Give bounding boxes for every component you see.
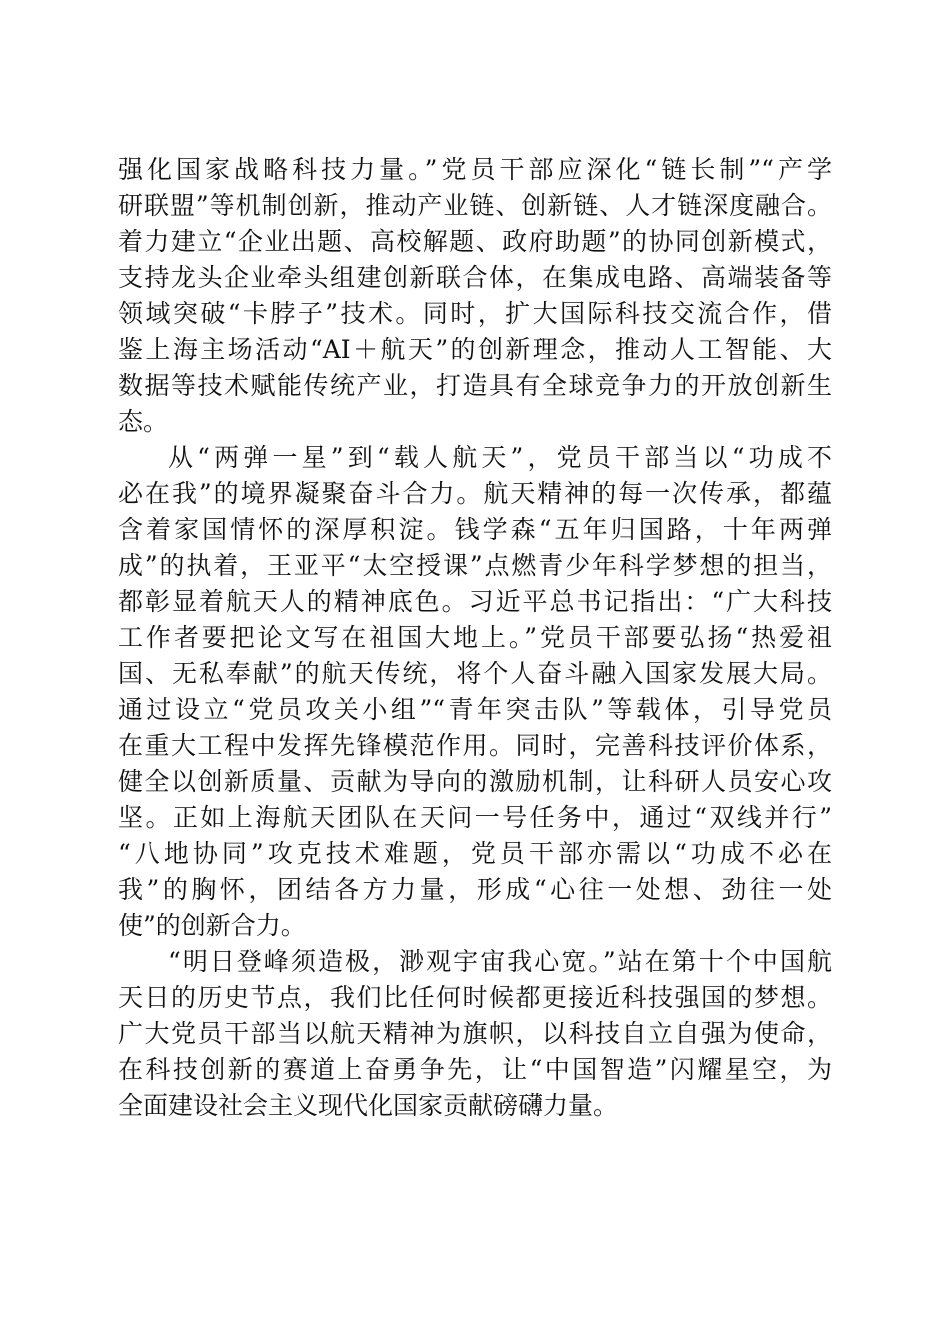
text-line: 广大党员干部当以航天精神为旗帜，以科技自立自强为使命，	[118, 1019, 832, 1048]
text-line: 都彰显着航天人的精神底色。习近平总书记指出：“广大科技	[118, 587, 832, 616]
paragraph-first-line: “明日登峰须造极，渺观宇宙我心宽。”站在第十个中国航	[168, 947, 832, 976]
text-line: 数据等技术赋能传统产业，打造具有全球竞争力的开放创新生	[118, 371, 832, 400]
text-line: 研联盟”等机制创新，推动产业链、创新链、人才链深度融合。	[118, 191, 832, 220]
text-line: 使”的创新合力。	[118, 911, 306, 940]
text-line: 强化国家战略科技力量。”党员干部应深化“链长制”“产学	[118, 155, 832, 184]
text-line: 全面建设社会主义现代化国家贡献磅礴力量。	[118, 1091, 619, 1120]
text-line: 我”的胸怀，团结各方力量，形成“心往一处想、劲往一处	[118, 875, 832, 904]
text-line: 态。	[118, 407, 169, 436]
text-line: 健全以创新质量、贡献为导向的激励机制，让科研人员安心攻	[118, 767, 832, 796]
text-line: 在科技创新的赛道上奋勇争先，让“中国智造”闪耀星空，为	[118, 1055, 832, 1084]
text-line: 在重大工程中发挥先锋模范作用。同时，完善科技评价体系，	[118, 731, 832, 760]
paragraph-first-line: 从“两弹一星”到“载人航天”，党员干部当以“功成不	[168, 443, 832, 472]
text-line: 支持龙头企业牵头组建创新联合体，在集成电路、高端装备等	[118, 263, 832, 292]
text-line: 工作者要把论文写在祖国大地上。”党员干部要弘扬“热爱祖	[118, 623, 832, 652]
text-line: 坚。正如上海航天团队在天问一号任务中，通过“双线并行”	[118, 803, 832, 832]
text-line: 国、无私奉献”的航天传统，将个人奋斗融入国家发展大局。	[118, 659, 832, 688]
text-line: 必在我”的境界凝聚奋斗合力。航天精神的每一次传承，都蕴	[118, 479, 832, 508]
text-line: 天日的历史节点，我们比任何时候都更接近科技强国的梦想。	[118, 983, 832, 1012]
text-line: 含着家国情怀的深厚积淀。钱学森“五年归国路，十年两弹	[118, 515, 832, 544]
text-line: 成”的执着，王亚平“太空授课”点燃青少年科学梦想的担当，	[118, 551, 832, 580]
text-line: 鉴上海主场活动“AI＋航天”的创新理念，推动人工智能、大	[118, 335, 832, 364]
text-line: “八地协同”攻克技术难题，党员干部亦需以“功成不必在	[118, 839, 832, 868]
text-line: 着力建立“企业出题、高校解题、政府助题”的协同创新模式，	[118, 227, 832, 256]
text-line: 通过设立“党员攻关小组”“青年突击队”等载体，引导党员	[118, 695, 832, 724]
text-line: 领域突破“卡脖子”技术。同时，扩大国际科技交流合作，借	[118, 299, 832, 328]
